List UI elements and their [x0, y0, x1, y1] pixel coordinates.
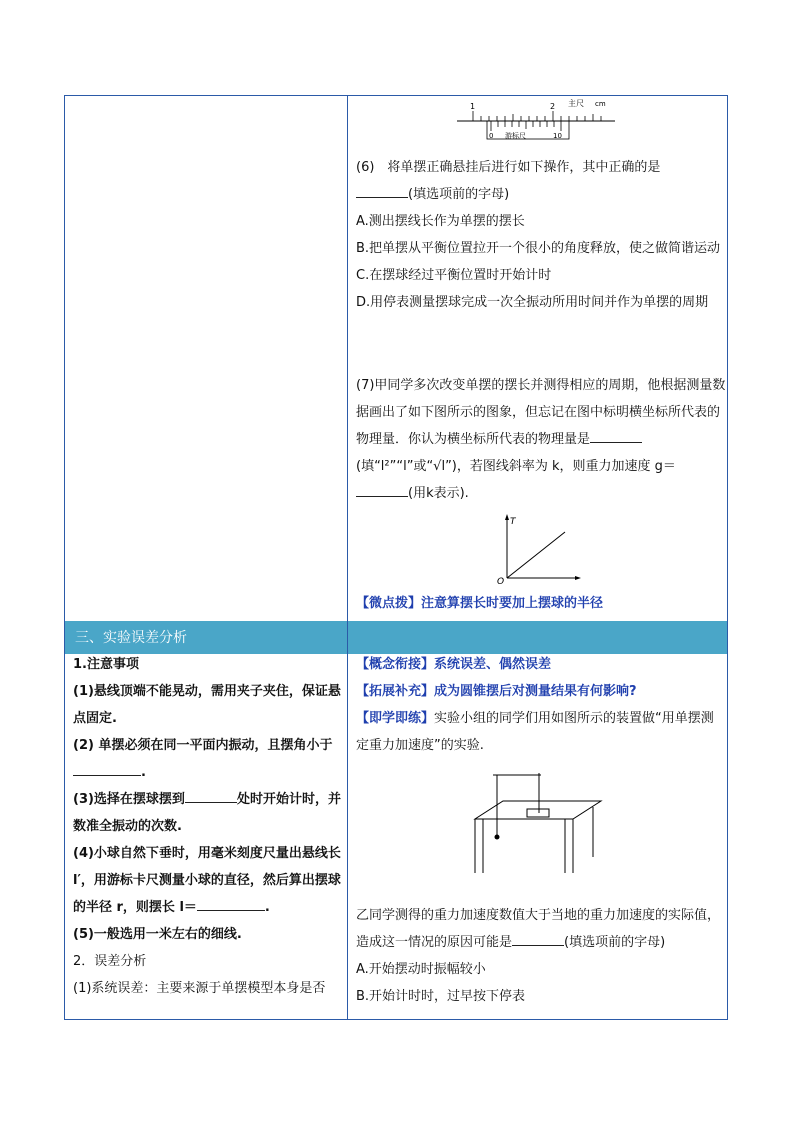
vernier-tick-1: 1	[470, 102, 476, 111]
vernier-v0: 0	[489, 132, 494, 140]
q6-option-b: B.把单摆从平衡位置拉开一个很小的角度释放，使之做简谐运动	[356, 241, 721, 256]
vernier-main-label: 主尺	[568, 99, 584, 108]
lesson-table	[64, 95, 728, 1020]
vernier-tick-2: 2	[550, 102, 556, 111]
answer-blank-q7a[interactable]	[590, 428, 642, 443]
answer-blank-practice[interactable]	[512, 931, 564, 946]
section-title: 三、实验误差分析	[75, 630, 187, 646]
question-7: (7)甲同学多次改变单摆的摆长并测得相应的周期，他根据测量数据画出了如下图所示的图象，但忘记在图中标明横坐标所代表的物理量．你认为横坐标所代表的物理量是(填“l²”“l”或“√l”)，若图线斜率为 k，则重力加速度 g＝(用k表示).	[356, 378, 726, 501]
practice-question: 乙同学测得的重力加速度数值大于当地的重力加速度的实际值，造成这一情况的原因可能是 (填选项前的字母) A.开始摆动时振幅较小 B.开始计时时，过早按下停表	[356, 902, 726, 1010]
question-6: (6) 将单摆正确悬挂后进行如下操作，其中正确的是 (填选项前的字母) A.测出摆线长作为单摆的摆长 B.把单摆从平衡位置拉开一个很小的角度释放，使之做简谐运动 C.在摆球经过平衡位置时开始计时 D.用停表测量摆球完成一次全振动所用时间并作为单摆的周期	[356, 154, 726, 316]
column-divider-bottom	[347, 654, 348, 1020]
answer-blank-q7b[interactable]	[356, 482, 408, 497]
practice-option-a: A.开始摆动时振幅较小	[356, 962, 486, 977]
answer-blank-q6[interactable]	[356, 183, 408, 198]
graph-y-label: T	[510, 517, 516, 527]
pendulum-apparatus-figure	[469, 765, 607, 875]
vernier-label: 游标尺	[505, 132, 526, 140]
notes-column: 1.注意事项 (1)悬线顶端不能晃动，需用夹子夹住，保证悬点固定. (2) 单摆必须在同一平面内振动，且摆角小于. (3)选择在摆球摆到 处时开始计时，并数准全振动的次数. (4)小球自然下垂时，用毫米刻度尺量出悬线长 l′，用游标卡尺测量小球的直径，然后算出摆球的半径 r，则摆长 l＝ . (5)一般选用一米左右的细线. 2．误差分析 (1)系统误差：主要来源于单摆模型本身是否	[73, 657, 341, 996]
column-divider-top	[347, 96, 348, 621]
q6-option-a: A.测出摆线长作为单摆的摆长	[356, 214, 525, 229]
graph-origin: O	[497, 577, 505, 586]
answer-blank-angle[interactable]	[73, 761, 141, 776]
vernier-caliper-figure	[453, 97, 621, 149]
practice-option-b: B.开始计时时，过早按下停表	[356, 989, 526, 1004]
section-header	[65, 621, 727, 654]
period-graph	[493, 512, 583, 586]
answer-blank-length[interactable]	[197, 896, 265, 911]
tip-note: 【微点拨】注意算摆长时要加上摆球的半径	[356, 596, 604, 611]
answer-blank-position[interactable]	[185, 788, 237, 803]
q6-option-c: C.在摆球经过平衡位置时开始计时	[356, 268, 552, 283]
practice-column: 【概念衔接】系统误差、偶然误差 【拓展补充】成为圆锥摆后对测量结果有何影响? 【即学即练】实验小组的同学们用如图所示的装置做“用单摆测定重力加速度”的实验.	[356, 657, 714, 753]
vernier-v10: 10	[553, 132, 562, 140]
vernier-unit: cm	[595, 100, 606, 108]
q6-option-d: D.用停表测量摆球完成一次全振动所用时间并作为单摆的周期	[356, 295, 709, 310]
